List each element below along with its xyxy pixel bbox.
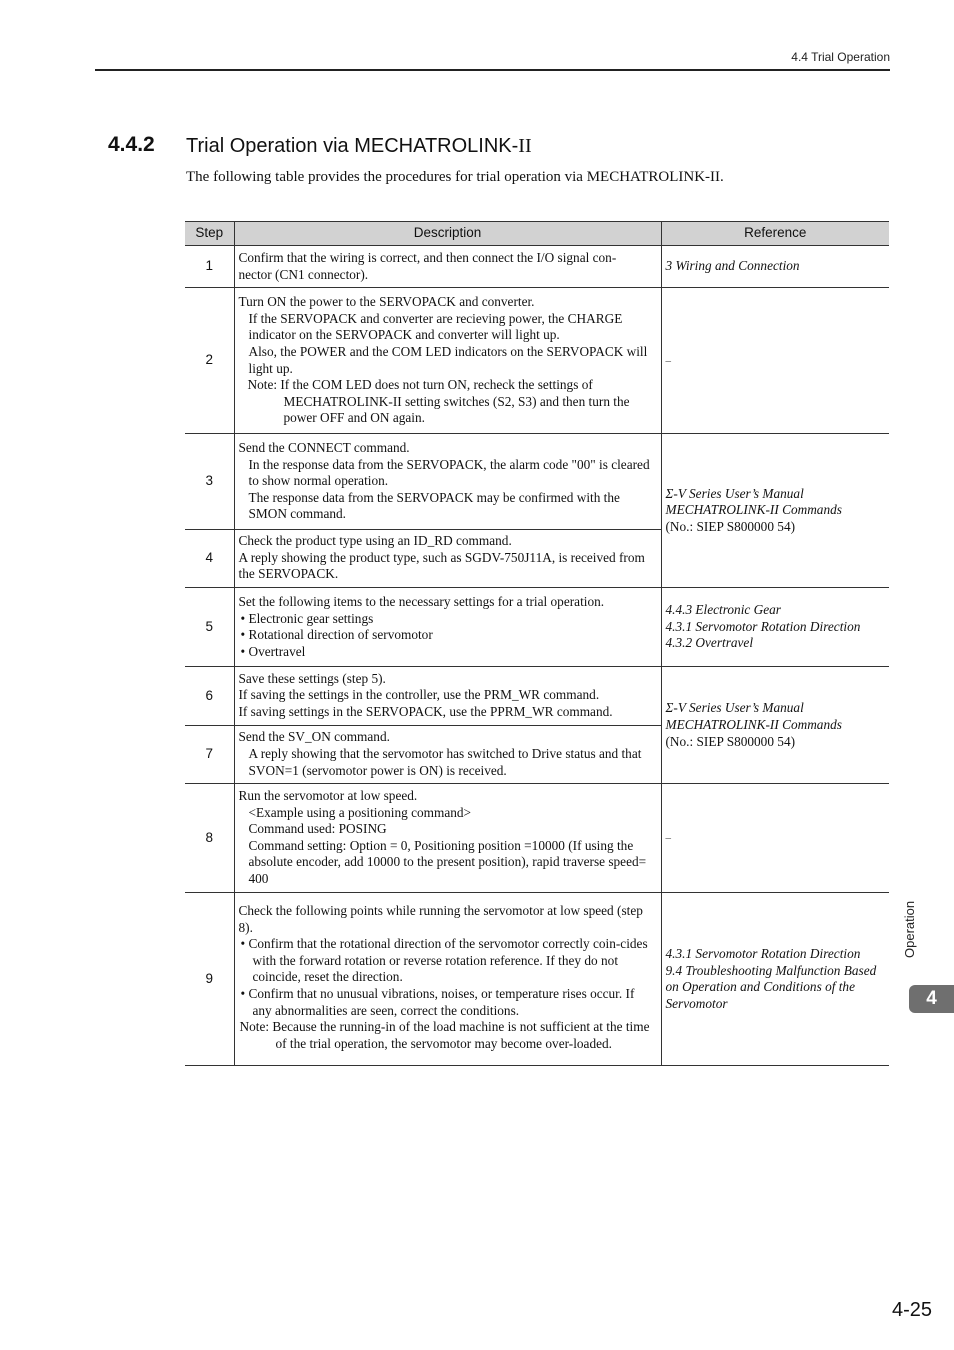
reference-link[interactable]: Σ-V Series User’s Manual [665,700,804,716]
step-description [234,784,661,893]
desc-line: <Example using a positioning command> [248,804,472,820]
step-description [234,893,661,1066]
desc-note: Note: If the COM LED does not turn ON, recheck the settings of MECHATROLINK-II setting switches (S2, S3) and then turn the power OFF and ON again. [247,377,630,426]
reference-link[interactable]: 4.3.2 Overtravel [665,635,754,651]
reference-link[interactable]: 3 Wiring and Connection [665,258,800,274]
step-number: 5 [185,587,234,666]
step-number: 4 [185,529,234,587]
reference-doc-number: (No.: SIEP S800000 54) [665,733,796,749]
desc-line: The response data from the SERVOPACK may be confirmed with the SMON command. [248,489,620,522]
section-title-roman: II [518,135,532,157]
chapter-tab-label: Operation [902,900,917,958]
desc-bullet: • Electronic gear settings [240,610,374,626]
desc-bullet: • Confirm that the rotational direction of the servomotor correctly coin-cides with the forward rotation or reverse rotation reference. If they do not coincide, reset the direction. [240,936,648,985]
desc-line: Confirm that the wiring is correct, and then connect the I/O signal con- [238,250,617,265]
step-reference [661,784,889,893]
step-description [234,587,661,666]
desc-note: Note: Because the running-in of the load machine is not sufficient at the time of the trial operation, the servomotor may become over-loaded. [239,1019,650,1051]
desc-line: Turn ON the power to the SERVOPACK and converter. [238,294,535,310]
section-number: 4.4.2 [108,133,155,156]
step-description [234,433,661,529]
desc-line: Set the following items to the necessary settings for a trial operation. [238,593,605,609]
desc-line: If the SERVOPACK and converter are recieving power, the CHARGE indicator on the SERVOPACK and converter will light up. [248,310,623,343]
section-title [186,135,532,158]
desc-line: Run the servomotor at low speed. [238,788,418,803]
table-row [185,288,889,434]
page-number: 4-25 [891,1299,932,1321]
desc-line: If saving settings in the SERVOPACK, use the PPRM_WR command. [238,704,613,720]
step-number: 8 [185,784,234,893]
desc-line: In the response data from the SERVOPACK, the alarm code "00" is cleared to show normal operation. [248,456,650,489]
desc-bullet: • Rotational direction of servomotor [240,627,433,643]
table-row [185,667,889,726]
step-number: 7 [185,726,234,784]
step-description [234,246,661,288]
desc-line: Send the CONNECT command. [238,439,410,455]
header-rule [95,69,890,71]
reference-link[interactable]: Σ-V Series User’s Manual [665,485,804,501]
step-number: 6 [185,667,234,726]
step-number: 9 [185,893,234,1066]
desc-line: A reply showing that the servomotor has switched to Drive status and that SVON=1 (servomotor power is ON) is received. [248,745,642,778]
table-row [185,784,889,893]
desc-bullet: • Confirm that no unusual vibrations, noises, or temperature rises occur. If any abnormalities are seen, correct the conditions. [240,986,635,1018]
desc-bullet: • Overtravel [240,643,306,659]
running-head: 4.4 Trial Operation [791,50,890,64]
desc-line: If saving the settings in the controller, use the PRM_WR command. [238,687,600,703]
desc-line: Send the SV_ON command. [238,729,390,745]
reference-none: – [665,832,671,845]
step-reference [661,587,889,666]
step-reference [661,667,889,784]
step-number: 1 [185,246,234,288]
step-reference [661,893,889,1066]
desc-line: Check the product type using an ID_RD command. [238,533,512,549]
desc-line: Save these settings (step 5). [238,670,386,686]
step-number: 2 [185,288,234,434]
table-row [185,246,889,288]
table-header-row [185,222,889,246]
desc-line: Command setting: Option = 0, Positioning position =10000 (If using the absolute encoder, add 10000 to the present position), rapid traverse speed= 400 [248,837,647,886]
header-step: Step [185,222,234,246]
header-description: Description [234,222,661,246]
table-row [185,433,889,529]
desc-line: Command used: POSING [248,821,387,837]
step-description [234,529,661,587]
step-description [234,726,661,784]
table-row [185,893,889,1066]
desc-line: Check the following points while running the servomotor at low speed (step 8). [238,903,643,935]
reference-link[interactable]: 9.4 Troubleshooting Malfunction Based on Operation and Conditions of the Servomotor [665,962,877,1011]
reference-link[interactable]: 4.4.3 Electronic Gear [665,602,781,618]
reference-link[interactable]: 4.3.1 Servomotor Rotation Direction [665,618,861,634]
reference-doc-number: (No.: SIEP S800000 54) [665,518,796,534]
reference-link[interactable]: MECHATROLINK-II Commands [665,716,842,732]
header-reference: Reference [661,222,889,246]
step-reference [661,433,889,587]
reference-none: – [665,354,671,367]
chapter-tab[interactable]: 4 [909,985,954,1013]
reference-link[interactable]: MECHATROLINK-II Commands [665,502,842,518]
section-title-main: Trial Operation via MECHATROLINK- [186,135,519,157]
table-row [185,587,889,666]
desc-line: Also, the POWER and the COM LED indicators on the SERVOPACK will light up. [248,343,648,376]
section-intro: The following table provides the procedures for trial operation via MECHATROLINK-II. [186,169,724,185]
step-description [234,667,661,726]
procedure-table [185,221,889,1066]
step-reference [661,288,889,434]
desc-line: nector (CN1 connector). [238,266,369,282]
desc-line: A reply showing the product type, such as SGDV-750J11A, is received from the SERVOPACK. [238,549,645,582]
reference-link[interactable]: 4.3.1 Servomotor Rotation Direction [665,946,861,962]
step-reference [661,246,889,288]
step-description [234,288,661,434]
step-number: 3 [185,433,234,529]
